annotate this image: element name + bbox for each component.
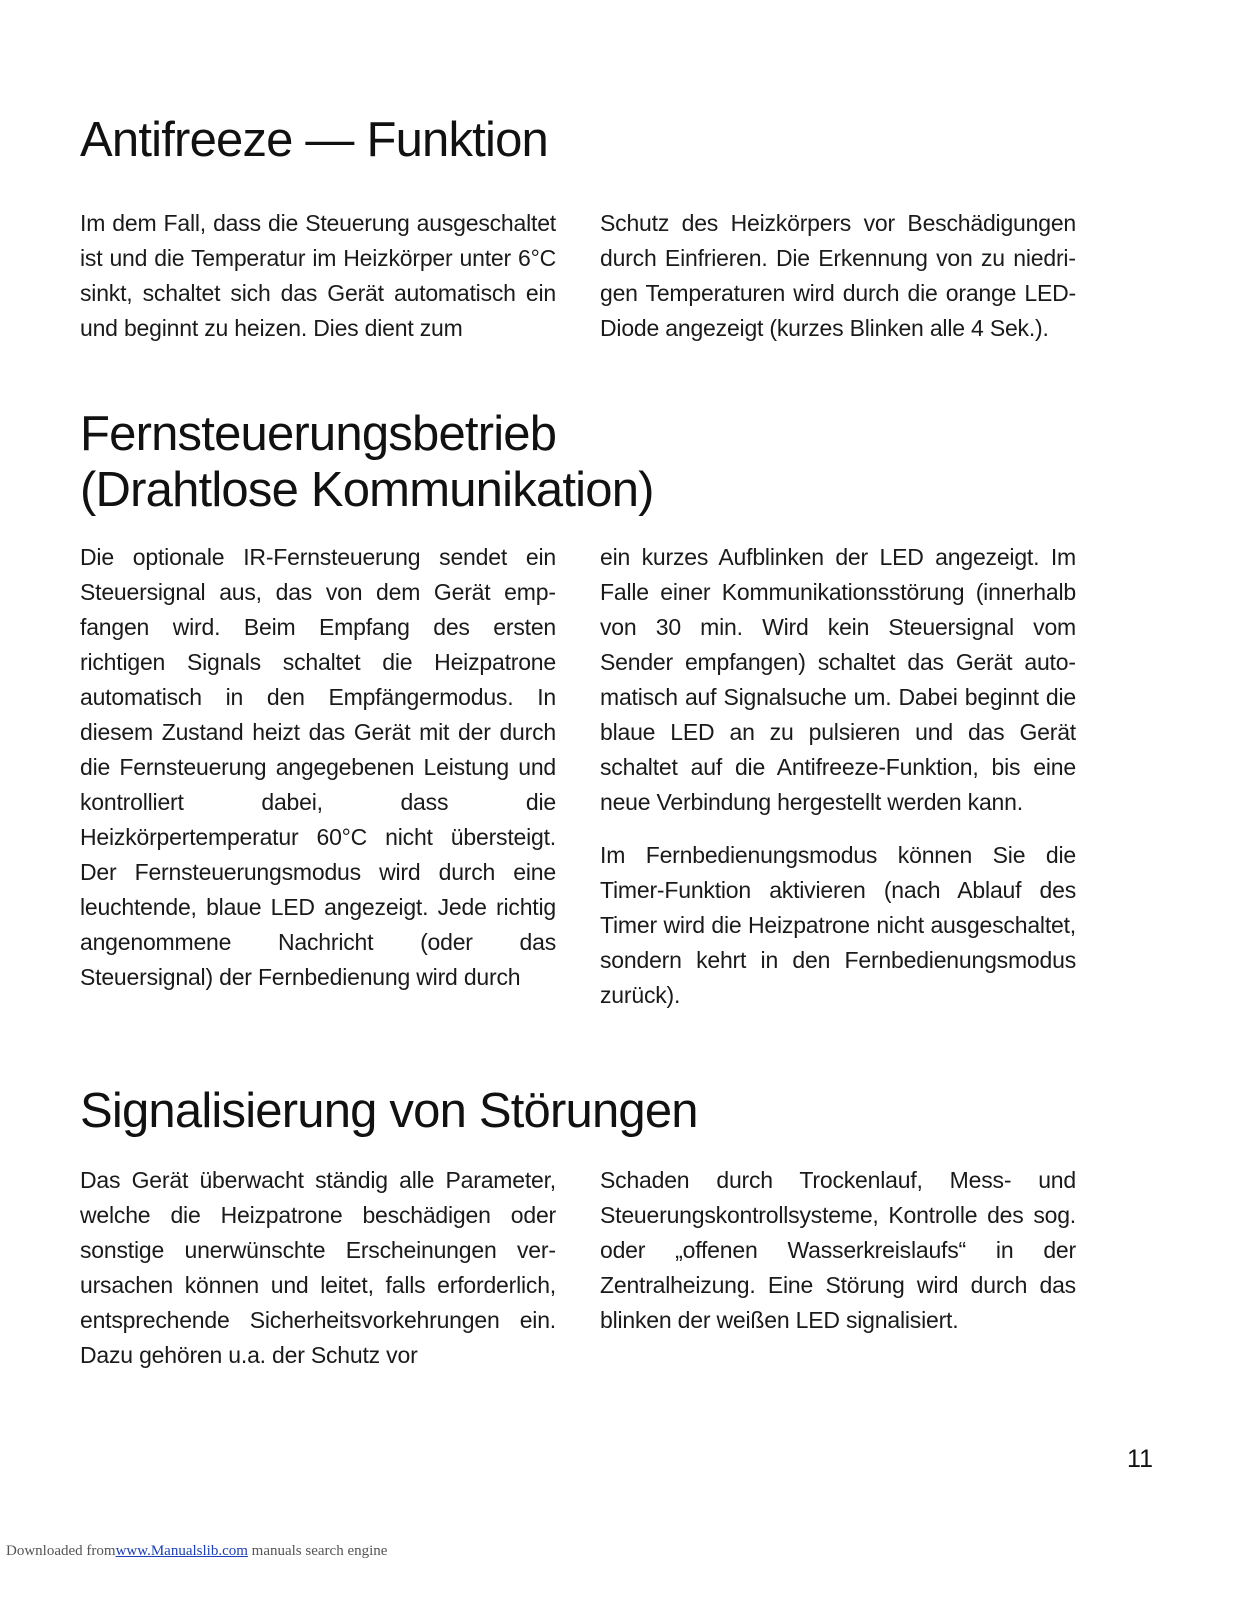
right-column	[600, 540, 1076, 1013]
manualslib-link[interactable]: www.Manualslib.com	[115, 1543, 248, 1559]
left-column	[80, 1163, 556, 1373]
left-column	[80, 540, 556, 995]
footer-suffix: manuals search engine	[247, 1543, 388, 1559]
paragraph: Die optionale IR-Fernsteuerung sendet ein Steuersignal aus, das von dem Gerät empfangen wird. Beim Empfang des ersten richtigen Signals schaltet die Heizpatrone automatisch in den Empfängermodus. In diesem Zustand heizt das Gerät mit der durch die Fernsteuerung angegebenen Leistung und kontrolliert dabei, dass die Heizkörpertemperatur 60°C nicht übersteigt. Der Fernsteuerungsmodus wird durch eine leuchtende, blaue LED angezeigt. Jede richtig angenommene Nachricht (oder das Steuersignal) der Fernbedienung wird durch	[80, 544, 556, 990]
paragraph: Das Gerät überwacht ständig alle Parameter, welche die Heizpatrone beschädigen oder sonstige unerwünschte Erscheinungen verursachen können und leitet, falls erforderlich, entsprechende Sicherheitsvorkehrungen ein. Dazu gehören u.a. der Schutz vor	[80, 1167, 556, 1368]
section-title-line: (Drahtlose Kommunikation)	[80, 463, 654, 517]
left-column	[80, 206, 556, 346]
paragraph: ein kurzes Aufblinken der LED angezeigt. Im Falle einer Kommunikationsstörung (innerhalb von 30 min. Wird kein Steuersignal vom Sender empfangen) schaltet das Gerät automatisch auf Signalsuche um. Dabei beginnt die blaue LED an zu pulsieren und das Gerät schaltet auf die Antifreeze-Funktion, bis eine neue Verbindung hergestellt werden kann.	[600, 544, 1076, 815]
paragraph: Schutz des Heizkörpers vor Beschädigungen durch Einfrieren. Die Erkennung von zu niedrigen Temperaturen wird durch die orange LED-Diode angezeigt (kurzes Blinken alle 4 Sek.).	[600, 210, 1076, 341]
download-footer	[6, 1542, 387, 1560]
section-title-line: Fernsteuerungsbetrieb	[80, 407, 557, 461]
paragraph: Schaden durch Trockenlauf, Mess- und Steuerungskontrollsysteme, Kontrolle des sog. oder „offenen Wasserkreislaufs“ in der Zentralheizung. Eine Störung wird durch das blinken der weißen LED signalisiert.	[600, 1167, 1076, 1333]
footer-prefix: Downloaded from	[6, 1543, 116, 1559]
section-title: Signalisierung von Störungen	[80, 1084, 698, 1138]
section-antifreeze	[80, 112, 1080, 341]
section-title	[80, 406, 1080, 518]
right-column	[600, 1163, 1076, 1338]
section-title: Antifreeze — Funktion	[80, 113, 548, 167]
right-column	[600, 206, 1076, 346]
paragraph: Im Fernbedienungsmodus können Sie die Timer-Funktion aktivieren (nach Ablauf des Timer wird die Heizpatrone nicht ausgeschaltet, sondern kehrt in den Fernbedienungsmodus zurück).	[600, 842, 1076, 1008]
page-number: 11	[1127, 1445, 1153, 1473]
section-fault-signaling	[80, 1083, 1080, 1368]
section-remote-control	[80, 406, 1080, 1008]
paragraph: Im dem Fall, dass die Steuerung ausgeschaltet ist und die Temperatur im Heizkörper unter 6°C sinkt, schaltet sich das Gerät automatisch ein und beginnt zu heizen. Dies dient zum	[80, 210, 556, 341]
